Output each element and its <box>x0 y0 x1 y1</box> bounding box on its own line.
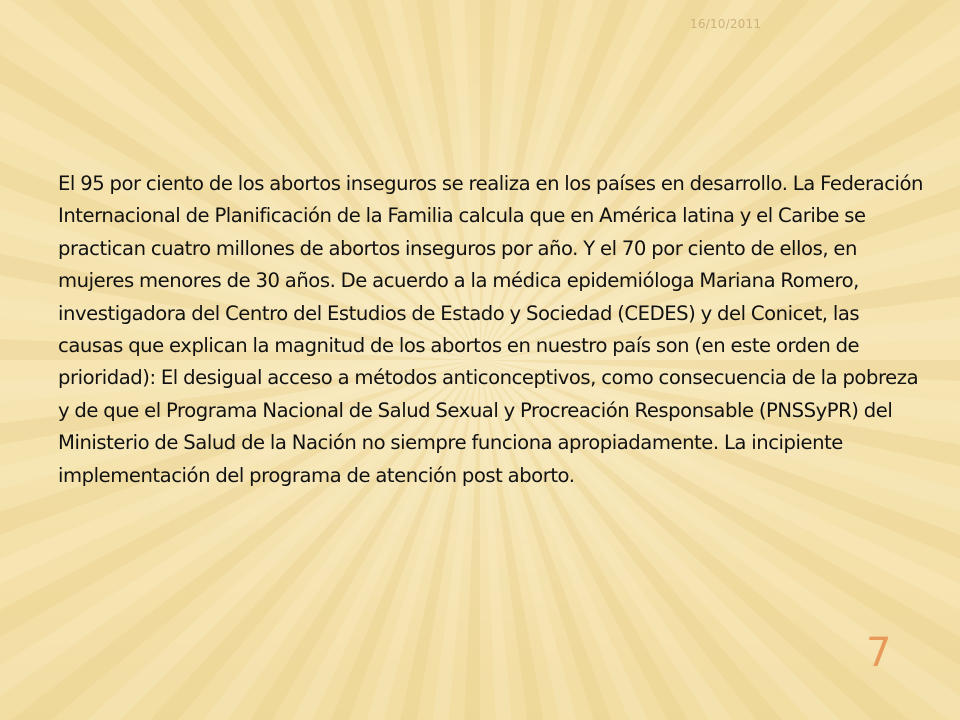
slide-page-number: 7 <box>866 630 892 676</box>
slide-date: 16/10/2011 <box>690 17 762 31</box>
slide-body-text: El 95 por ciento de los abortos inseguros se realiza en los países en desarrollo. La Federación Internacional de Planificación de la Familia calcula que en América latina y el Caribe se practican cuatro millones de abortos inseguros por año. Y el 70 por ciento de ellos, en mujeres menores de 30 años. De acuerdo a la médica epidemióloga Mariana Romero, investigadora del Centro del Estudios de Estado y Sociedad (CEDES) y del Conicet, las causas que explican la magnitud de los abortos en nuestro país son (en este orden de prioridad): El desigual acceso a métodos anticonceptivos, como consecuencia de la pobreza y de que el Programa Nacional de Salud Sexual y Procreación Responsable (PNSSyPR) del Ministerio de Salud de la Nación no siempre funciona apropiadamente. La incipiente implementación del programa de atención post aborto. <box>58 172 924 487</box>
